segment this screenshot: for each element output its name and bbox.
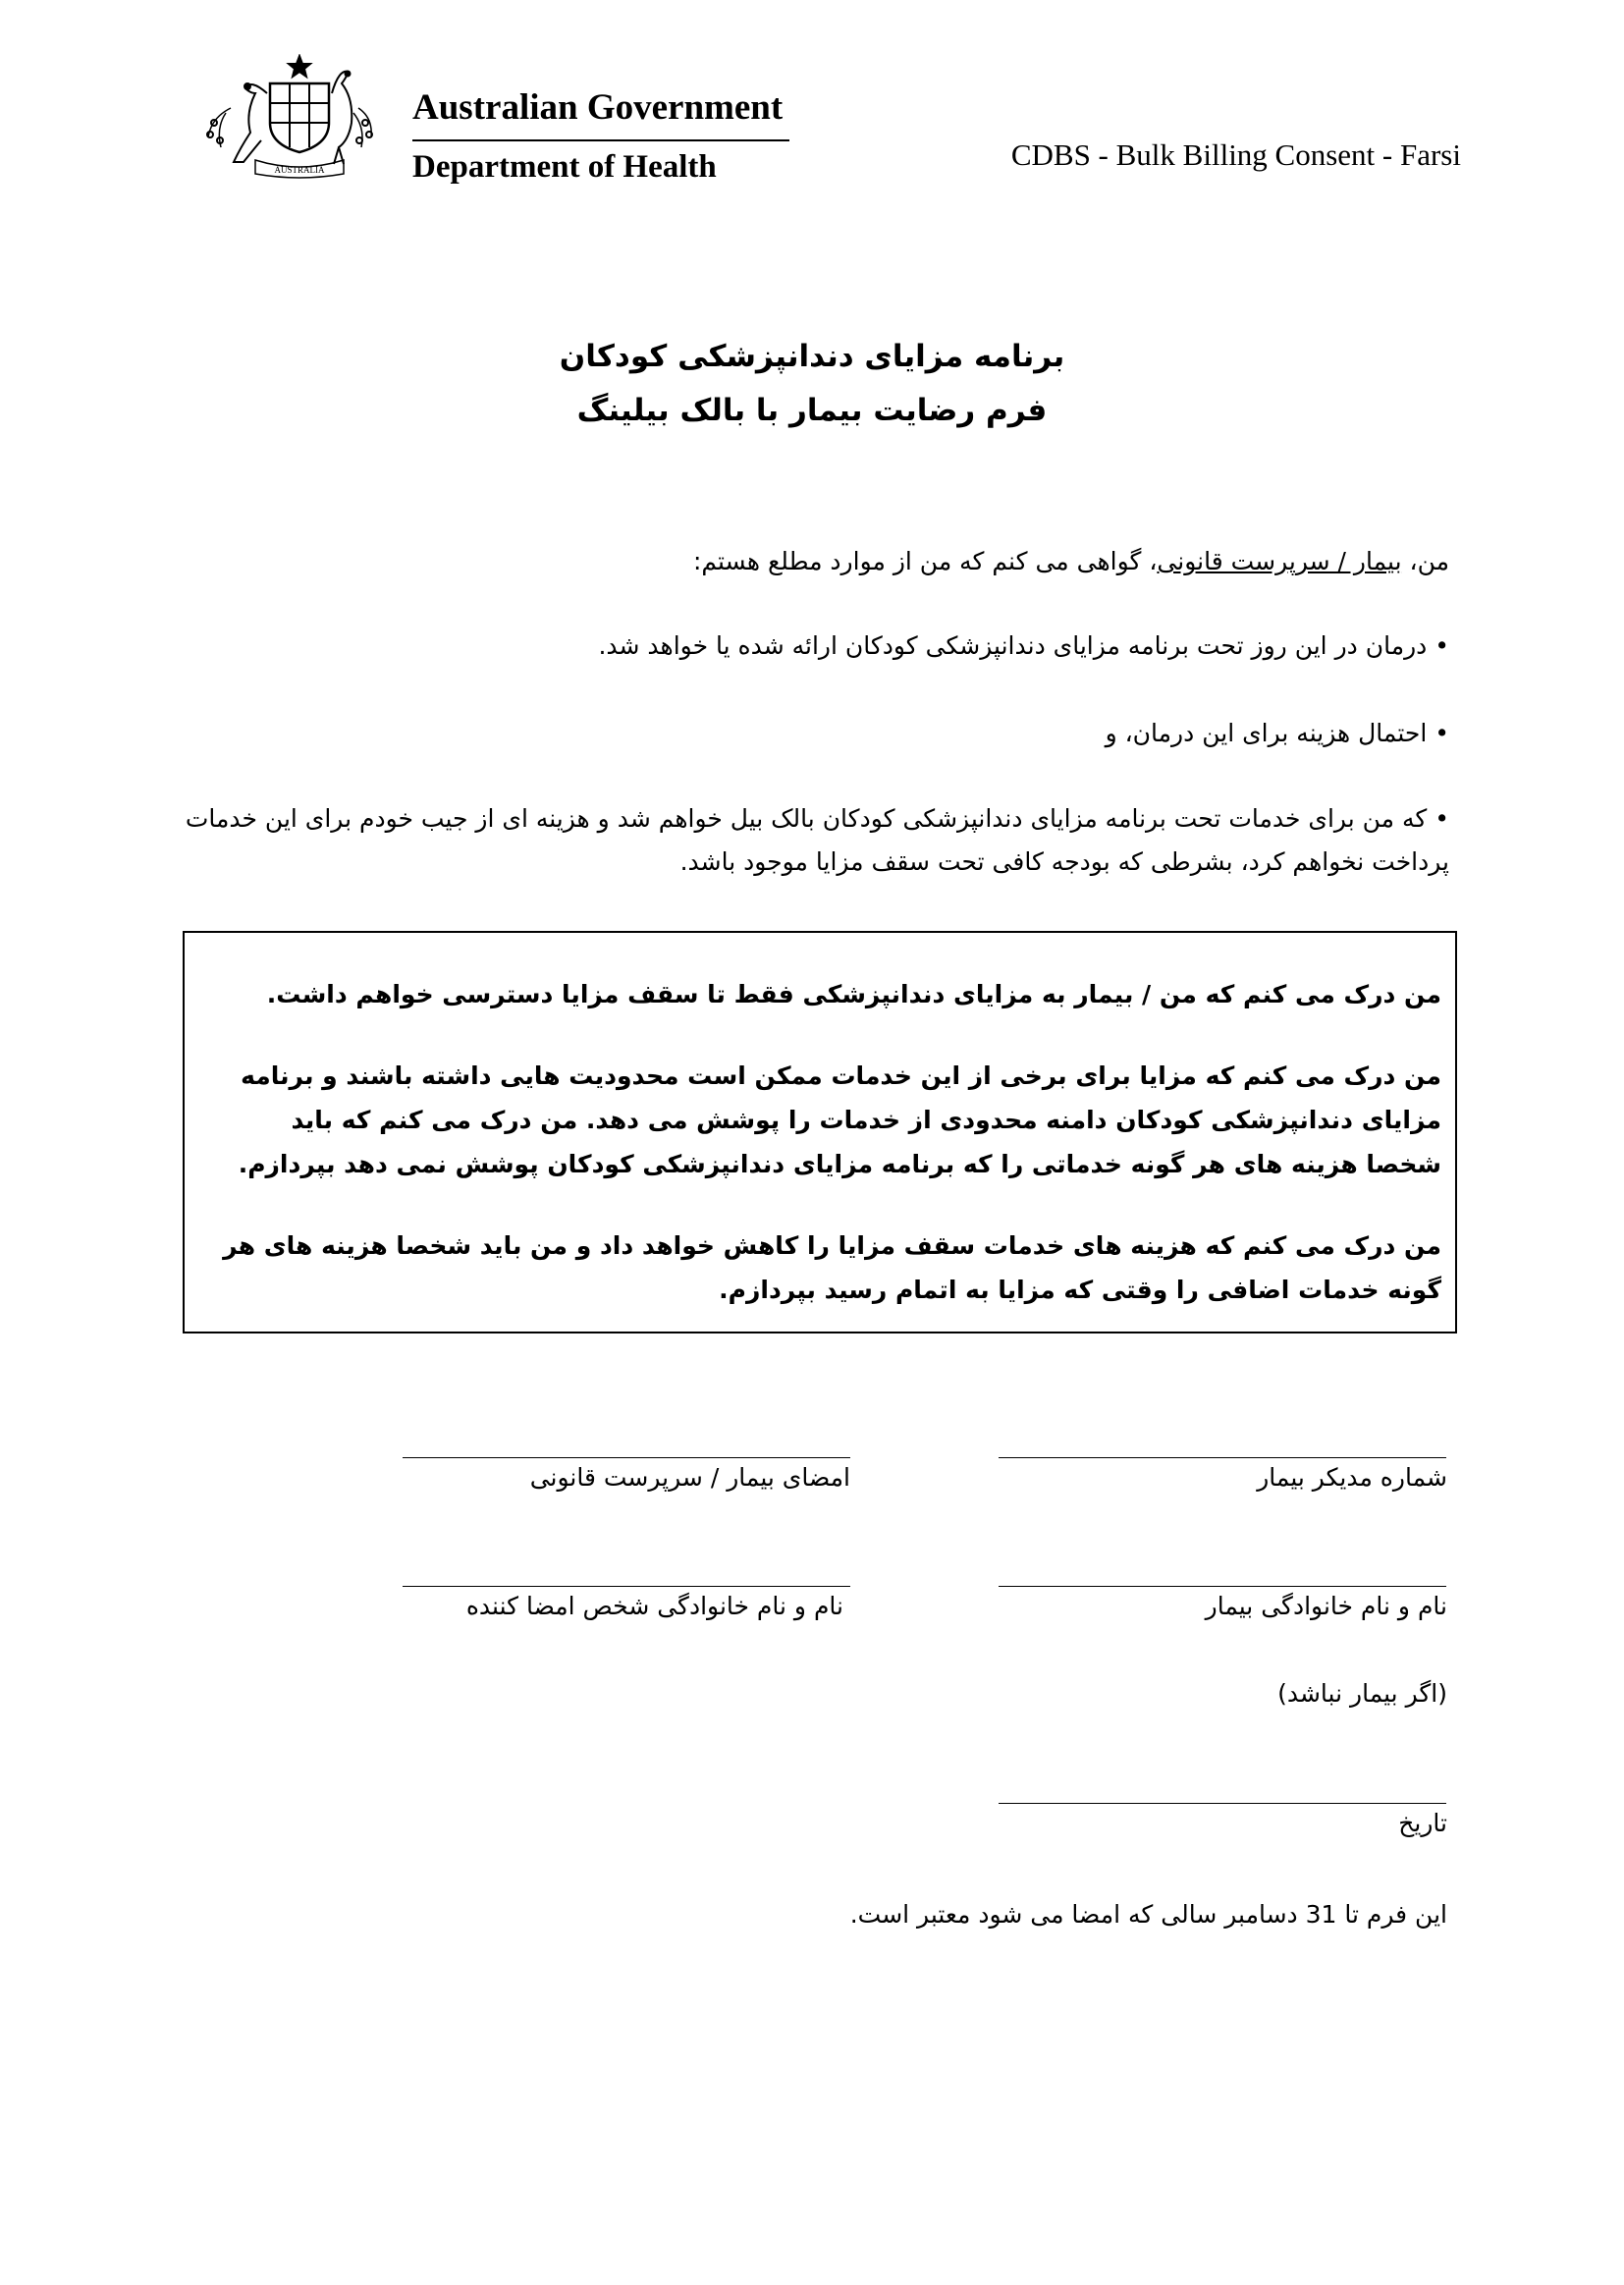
medicare-number-label: شماره مدیکر بیمار	[1257, 1463, 1447, 1492]
government-name: Australian Government	[412, 87, 784, 128]
intro-statement	[173, 540, 1449, 583]
signer-name-line[interactable]	[403, 1586, 850, 1587]
header-divider	[412, 139, 789, 141]
acknowledgement-paragraph: من درک می کنم که هزینه های خدمات سقف مزایا را کاهش خواهد داد و من باید شخصا هزینه های هر گونه خدمات اضافی را وقتی که مزایا به اتمام رسید بپردازم.	[223, 1231, 1441, 1304]
signer-name-label: نام و نام خانوادگی شخص امضا کننده	[465, 1592, 843, 1620]
coat-of-arms-crest	[196, 54, 373, 182]
crest-banner-text: AUSTRALIA	[274, 165, 325, 175]
form-title-line2: فرم رضایت بیمار با بالک بیلینگ	[576, 393, 1048, 428]
form-title-line1: برنامه مزایای دندانپزشکی کودکان	[559, 339, 1065, 374]
acknowledgement-paragraph: من درک می کنم که من / بیمار به مزایای دندانپزشکی فقط تا سقف مزایا دسترسی خواهم داشت.	[266, 980, 1441, 1008]
patient-name-line[interactable]	[999, 1586, 1446, 1587]
bullet-item: • احتمال هزینه برای این درمان، و	[1105, 719, 1449, 747]
bullet-item: • درمان در این روز تحت برنامه مزایای دندانپزشکی کودکان ارائه شده یا خواهد شد.	[598, 631, 1449, 660]
acknowledgement-box	[183, 931, 1457, 1333]
intro-role: بیمار / سرپرست قانونی	[1157, 547, 1402, 575]
medicare-number-line[interactable]	[999, 1457, 1446, 1458]
patient-name-label: نام و نام خانوادگی بیمار	[1205, 1592, 1447, 1620]
bullet-item: • که من برای خدمات تحت برنامه مزایای دندانپزشکی کودکان بالک بیل خواهم شد و هزینه ای از جیب خودم برای این خدمات پرداخت نخواهم کرد، بشرطی که بودجه کافی تحت سقف مزایا موجود باشد.	[185, 804, 1449, 876]
intro-prefix: من،	[1401, 547, 1449, 575]
document-code: CDBS - Bulk Billing Consent - Farsi	[1010, 137, 1461, 172]
date-label: تاریخ	[1398, 1809, 1447, 1837]
star-icon	[289, 56, 310, 77]
signature-line[interactable]	[403, 1457, 850, 1458]
acknowledgement-paragraph: من درک می کنم که مزایا برای برخی از این خدمات ممکن است محدودیت هایی داشته باشند و برنامه مزایای دندانپزشکی کودکان دامنه محدودی از خدمات را پوشش می دهد. من درک می کنم که باید شخصا هزینه های هر گونه خدماتی را که برنامه مزایای دندانپزشکی کودکان پوشش نمی دهد بپردازم.	[238, 1061, 1441, 1178]
intro-suffix: ، گواهی می کنم که من از موارد مطلع هستم:	[692, 547, 1158, 575]
validity-note: این فرم تا 31 دسامبر سالی که امضا می شود معتبر است.	[849, 1900, 1447, 1929]
signature-label: امضای بیمار / سرپرست قانونی	[529, 1463, 850, 1492]
if-not-patient-note: (اگر بیمار نباشد)	[1277, 1679, 1447, 1708]
department-name: Department of Health	[412, 149, 717, 185]
date-line[interactable]	[999, 1803, 1446, 1804]
